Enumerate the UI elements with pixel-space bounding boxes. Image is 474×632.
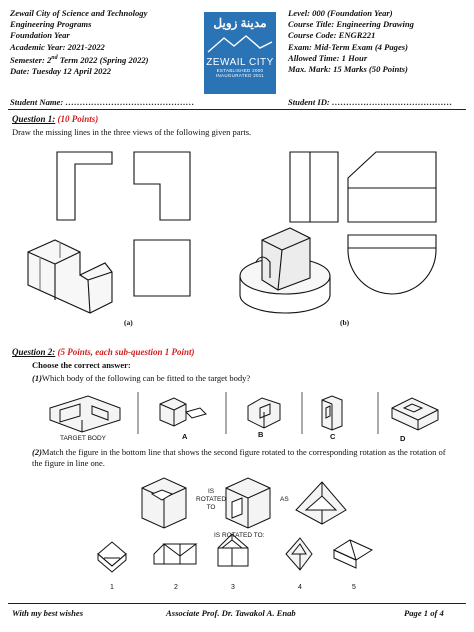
course-title: Course Title: Engineering Drawing [288,19,414,30]
a-isometric [28,240,112,313]
level-line: Level: 000 (Foundation Year) [288,8,393,18]
q1-title: Question 1: (10 Points) [12,114,99,124]
option-a-label[interactable]: A [182,432,188,441]
is-rotated-to-line: IS ROTATED TO: [214,532,265,539]
university-name: Zewail City of Science and Technology [10,8,148,18]
rotation-target-figure [226,478,270,528]
target-body [50,396,120,432]
option-b-label[interactable]: B [258,430,264,439]
a-front-view [57,152,112,220]
q2-sub2-figures [0,474,474,584]
student-name-field[interactable]: Student Name: ……………………………………… [10,97,195,107]
allowed-time: Allowed Time: 1 Hour [288,52,368,63]
choice-5-number[interactable]: 5 [352,584,356,591]
a-side-view [134,152,190,220]
q2-title: Question 2: (5 Points, each sub-question 1 Point) [12,347,195,357]
programs-line: Engineering Programs [10,19,92,30]
exam-type: Exam: Mid-Term Exam (4 Pages) [288,41,408,52]
b-top-view [348,235,436,294]
academic-year: Academic Year: 2021-2022 [10,41,105,52]
q2-sub1: (1)Which body of the following can be fitted to the target body? [32,373,251,383]
caption-a: (a) [124,318,133,327]
a-top-view [134,240,190,296]
footer-author: Associate Prof. Dr. Tawakol A. Enab [166,608,296,618]
logo-mountain-icon [204,34,276,54]
option-d-figure [392,398,438,430]
choice-4-figure [286,538,312,570]
option-c-figure [322,396,342,430]
choice-3-number[interactable]: 3 [231,584,235,591]
exam-date: Date: Tuesday 12 April 2022 [10,65,112,76]
is-rotated-to-label: IS ROTATED TO [196,488,227,511]
option-b-figure [248,398,280,428]
b-isometric [240,228,330,313]
second-figure [296,482,346,524]
max-mark: Max. Mark: 15 Marks (50 Points) [288,64,408,75]
q1-instruction: Draw the missing lines in the three views of the following given parts. [12,127,252,137]
choice-1-figure [98,542,126,572]
option-a-figure [160,398,206,426]
footer-divider [8,603,466,604]
page-number: Page 1 of 4 [404,608,444,618]
zewail-city-logo: مدينة زويل ZEWAIL CITY ESTABLISHED 2000 INAUGURATED 2011 [204,12,276,94]
semester-line: Semester: 2nd Term 2022 (Spring 2022) [10,54,149,65]
choice-5-figure [334,540,372,568]
course-code: Course Code: ENGR221 [288,30,376,41]
header-divider [8,109,466,110]
q2-sub2: (2)Match the figure in the bottom line that shows the second figure rotated to the corresponding rotation as the rotation of the figure in line one. [32,447,446,468]
footer-wishes: With my best wishes [12,608,84,618]
b-front-view [290,152,338,222]
student-id-field[interactable]: Student ID: …………………………………… [288,97,453,107]
q1-drawings [0,140,474,340]
choice-2-number[interactable]: 2 [174,584,178,591]
choice-4-number[interactable]: 4 [298,584,302,591]
as-label: AS [280,496,289,503]
header-left [10,8,149,77]
choice-1-number[interactable]: 1 [110,584,114,591]
choice-2-figure [154,544,196,564]
year-line: Foundation Year [10,30,70,41]
target-body-label: TARGET BODY [60,435,106,442]
option-c-label[interactable]: C [330,432,336,441]
header-right [288,8,414,75]
rotation-source-figure [142,478,186,528]
q2-choose: Choose the correct answer: [32,360,131,370]
b-side-view [348,152,436,222]
caption-b: (b) [340,318,350,327]
option-d-label[interactable]: D [400,434,406,443]
